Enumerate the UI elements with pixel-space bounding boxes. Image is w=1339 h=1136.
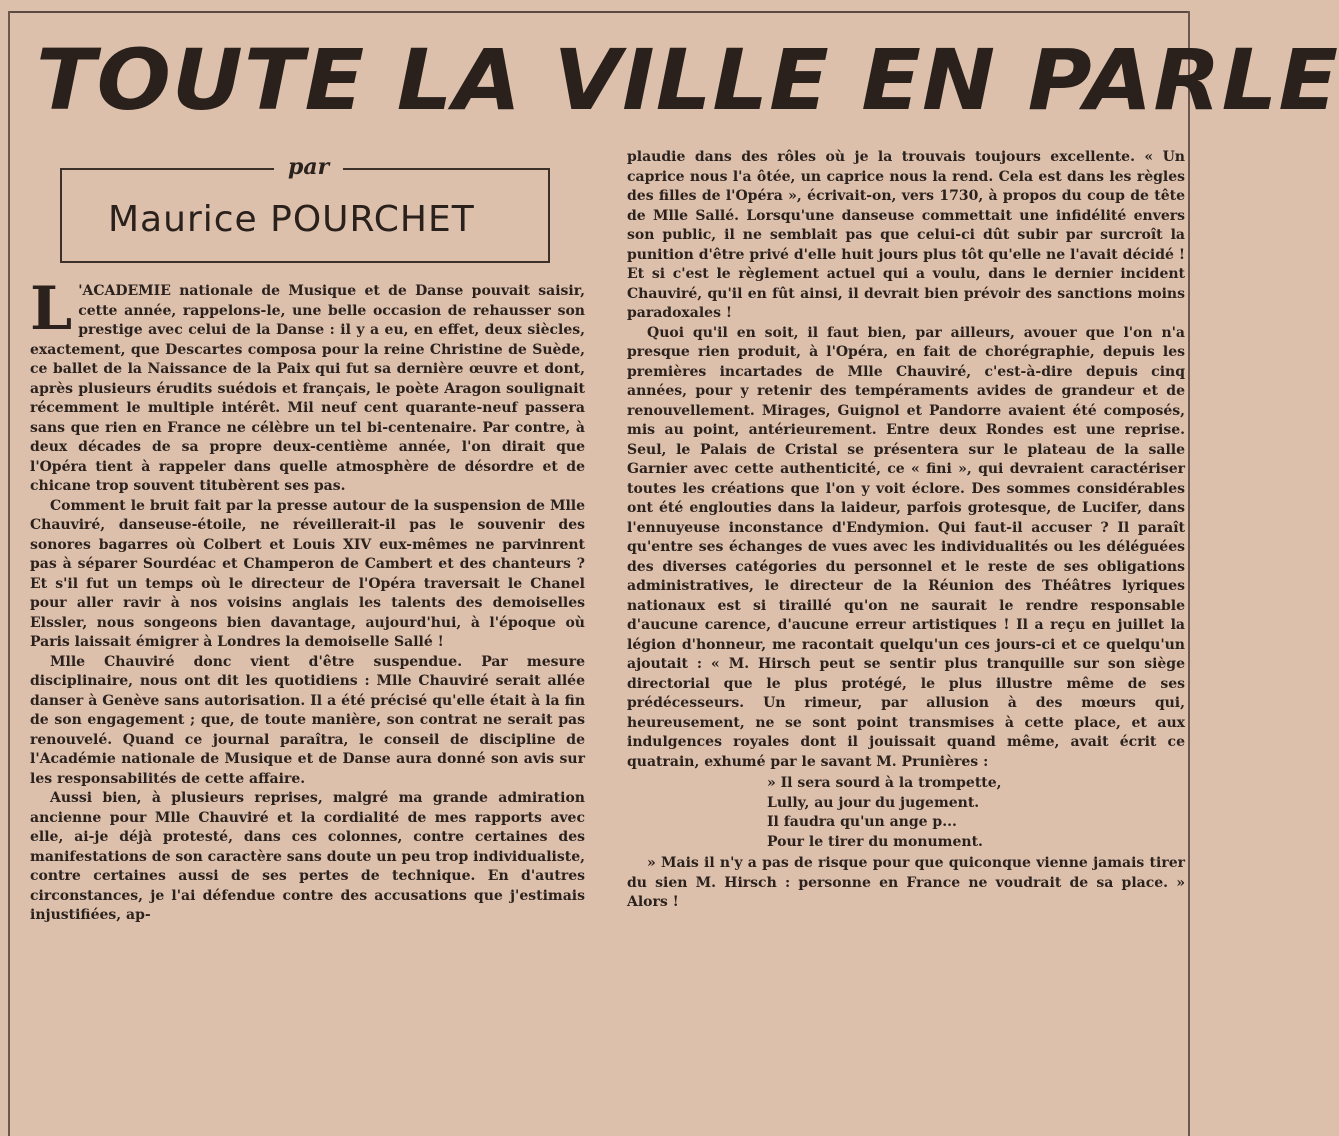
left-border [8,11,10,1136]
left-paragraph-4: Aussi bien, à plusieurs reprises, malgré ma grande admiration ancienne pour Mlle Chauviré et la cordialité de mes rapports avec elle, ai-je déjà protesté, dans ces colonnes, contre certaines des manifestations de son caractère sans doute un peu trop individualiste, contre certaines aussi de ses pertes de technique. En d'autres circonstances, je l'ai défendue contre des accusations que j'estimais injustifiées, ap- [30,790,585,923]
right-paragraph-3: » Mais il n'y a pas de risque pour que quiconque vienne jamais tirer du sien M. Hirsch : personne en France ne voudrait de sa place. » Alors ! [627,855,1185,910]
right-paragraph-1: plaudie dans des rôles où je la trouvais toujours excellente. « Un caprice nous l'a ôtée, un caprice nous la rend. Cela est dans les règles des filles de l'Opéra », écrivait-on, vers 1730, à propos du coup de tête de Mlle Sallé. Lorsqu'une danseuse commettait une infidélité envers son public, il ne semblait pas que celui-ci dût subir par surcroît la punition d'être privé d'elle huit jours plus tôt qu'elle ne l'avait décidé ! Et si c'est le règlement actuel qui a voulu, dans le dernier incident Chauviré, qu'il en fût ainsi, il devrait bien prévoir des sanctions moins paradoxales ! [627,149,1185,321]
top-rule [10,11,1190,13]
byline-par: par [274,154,343,180]
drop-cap: L [30,274,73,344]
byline-box [60,154,550,263]
verse-line: Pour le tirer du monument. [767,833,983,850]
byline-author: Maurice POURCHET [108,199,475,240]
quatrain [767,774,1185,852]
left-paragraph-1 [30,274,585,497]
verse-line: » Il sera sourd à la trompette, [767,775,1002,791]
left-paragraph-1-text: 'ACADEMIE nationale de Musique et de Danse pouvait saisir, cette année, rappelons-le, une belle occasion de rehausser son prestige avec celui de la Danse : il y a eu, en effet, deux siècles, exactement, que Descartes composa pour la reine Christine de Suède, ce ballet de la Naissance de la Paix qui fut sa dernière œuvre et dont, après plusieurs érudits suédois et français, le poète Aragon soulignait récemment le multiple intérêt. Mil neuf cent quarante-neuf passera sans que rien en France ne célèbre un tel bi-centenaire. Par contre, à deux décades de sa propre deux-centième année, l'on dirait que l'Opéra tient à rappeler dans quelle atmosphère de désordre et de chicane trop souvent titubèrent ses pas. [30,283,585,494]
right-paragraph-2: Quoi qu'il en soit, il faut bien, par ailleurs, avouer que l'on n'a presque rien produit, à l'Opéra, en fait de chorégraphie, depuis les premières incartades de Mlle Chauviré, c'est-à-dire depuis cinq années, pour y retenir des tempéraments avides de grandeur et de renouvellement. Mirages, Guignol et Pandorre avaient été composés, mis au point, antérieurement. Entre deux Rondes est une reprise. Seul, le Palais de Cristal se présentera sur le plateau de la salle Garnier avec cette authenticité, ce « fini », qui devraient caractériser toutes les créations que l'on y voit éclore. Des sommes considérables ont été englouties dans la laideur, parfois grotesque, de Lucifer, dans l'ennuyeuse inconstance d'Endymion. Qui faut-il accuser ? Il paraît qu'entre ses échanges de vues avec les individualités ou les déléguées des diverses catégories du personnel et le reste de ses obligations administratives, le directeur de la Réunion des Théâtres lyriques nationaux est si tiraillé qu'on ne saurait le rendre responsable d'aucune carence, d'aucune erreur artistiques ! Il a reçu en juillet la légion d'honneur, me racontait quelqu'un ces jours-ci et ce quelqu'un ajoutait : « M. Hirsch peut se sentir plus tranquille sur son siège directorial que le plus protégé, le plus illustre même de ses prédécesseurs. Un rimeur, par allusion à des mœurs qui, heureusement, ne se sont point transmises à cette place, et aux indulgences royales dont il jouissait quand même, avait écrit ce quatrain, exhumé par le savant M. Prunières : [627,324,1185,770]
verse-line: Il faudra qu'un ange p... [767,814,957,830]
right-column [627,148,1185,913]
headline: TOUTE LA VILLE EN PARLE [36,31,1339,129]
right-border [1188,11,1190,1136]
verse-line: Lully, au jour du jugement. [767,794,980,811]
left-column [30,274,585,926]
left-paragraph-3: Mlle Chauviré donc vient d'être suspendue. Par mesure disciplinaire, nous ont dit les quotidiens : Mlle Chauviré serait allée danser à Genève sans autorisation. Il a été précisé qu'elle était à la fin de son engagement ; que, de toute manière, son contrat ne serait pas renouvelé. Quand ce journal paraîtra, le conseil de discipline de l'Académie nationale de Musique et de Danse aura donné son avis sur les responsabilités de cette affaire. [30,653,585,787]
left-paragraph-2: Comment le bruit fait par la presse autour de la suspension de Mlle Chauviré, danseuse-étoile, ne réveillerait-il pas le souvenir des sonores bagarres où Colbert et Louis XIV eux-mêmes ne parvinrent pas à séparer Sourdéac et Champeron de Cambert et des chanteurs ? Et s'il fut un temps où le directeur de l'Opéra traversait le Chanel pour aller ravir à nos voisins anglais les talents des demoiselles Elssler, nous songeons bien davantage, aujourd'hui, à l'époque où Paris laissait émigrer à Londres la demoiselle Sallé ! [30,497,585,650]
